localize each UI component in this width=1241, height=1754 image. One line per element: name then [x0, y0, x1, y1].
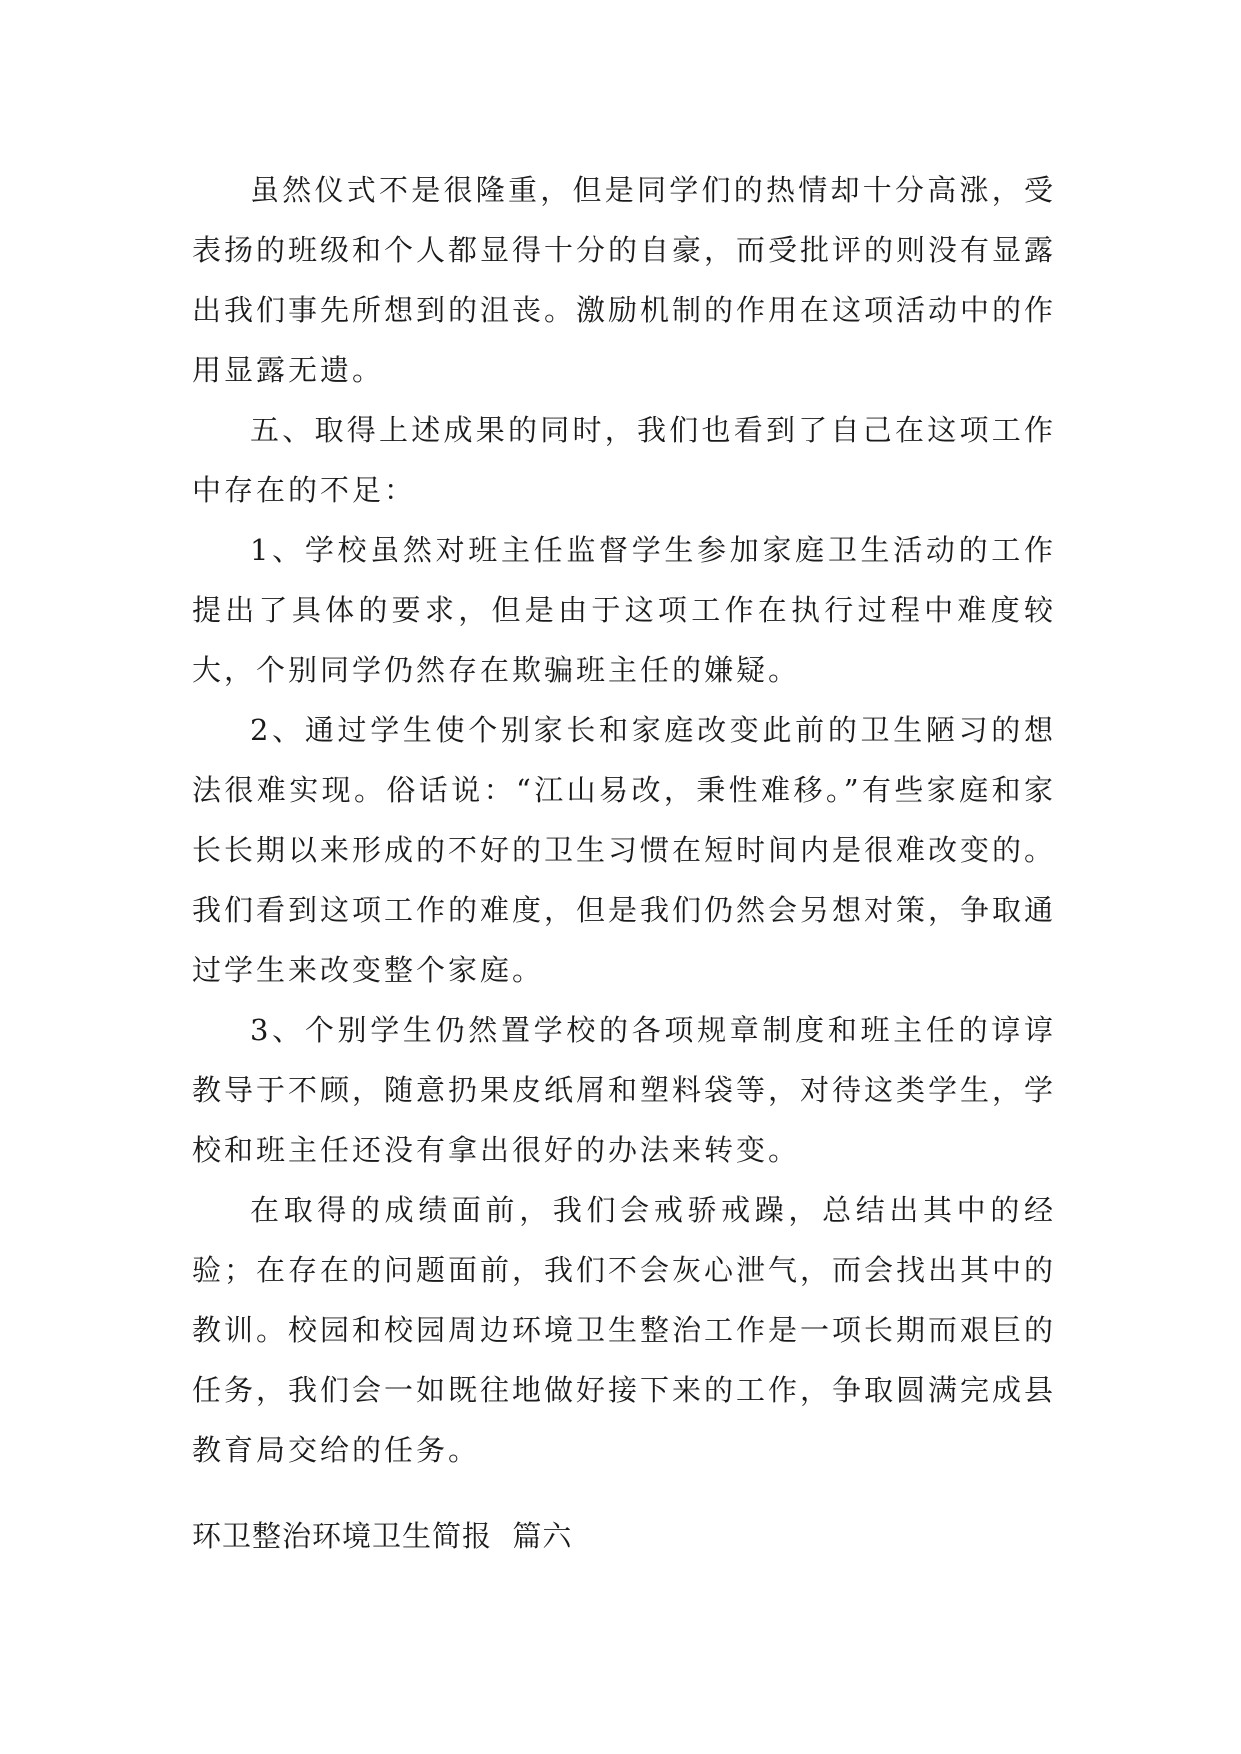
document-body [192, 160, 1056, 1480]
paragraph-item-1: 1、学校虽然对班主任监督学生参加家庭卫生活动的工作提出了具体的要求，但是由于这项工作在执行过程中难度较大，个别同学仍然存在欺骗班主任的嫌疑。 [192, 533, 1056, 687]
paragraph-item-3: 3、个别学生仍然置学校的各项规章制度和班主任的谆谆教导于不顾，随意扔果皮纸屑和塑料袋等，对待这类学生，学校和班主任还没有拿出很好的办法来转变。 [192, 1013, 1057, 1167]
section-title: 环卫整治环境卫生简报 篇六 [192, 1519, 573, 1553]
paragraph-ceremony: 虽然仪式不是很隆重，但是同学们的热情却十分高涨，受表扬的班级和个人都显得十分的自豪，而受批评的则没有显露出我们事先所想到的沮丧。激励机制的作用在这项活动中的作用显露无遗。 [192, 173, 1057, 387]
paragraph-shortcomings-heading: 五、取得上述成果的同时，我们也看到了自己在这项工作中存在的不足： [192, 413, 1056, 507]
paragraph-item-2: 2、通过学生使个别家长和家庭改变此前的卫生陋习的想法很难实现。俗话说：“江山易改，秉性难移。”有些家庭和家长长期以来形成的不好的卫生习惯在短时间内是很难改变的。我们看到这项工作的难度，但是我们仍然会另想对策，争取通过学生来改变整个家庭。 [192, 713, 1057, 987]
paragraph-conclusion: 在取得的成绩面前，我们会戒骄戒躁，总结出其中的经验；在存在的问题面前，我们不会灰心泄气，而会找出其中的教训。校园和校园周边环境卫生整治工作是一项长期而艰巨的任务，我们会一如既往地做好接下来的工作，争取圆满完成县教育局交给的任务。 [192, 1193, 1057, 1467]
